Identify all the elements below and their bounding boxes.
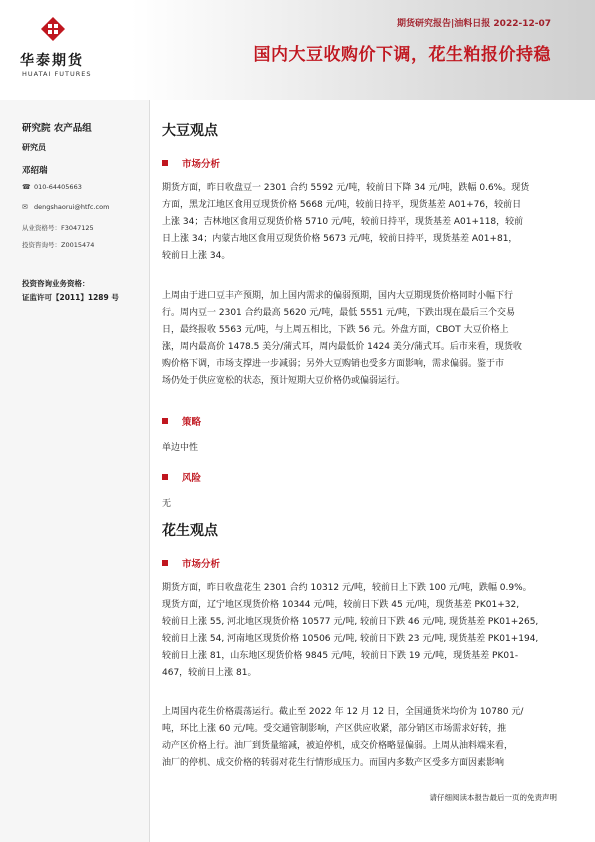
author-sidebar: [0, 100, 150, 842]
huatai-logo-icon: [40, 16, 66, 42]
certification-number: 从业资格号：F3047125: [22, 224, 94, 232]
logo-text-cn: 华泰期货: [20, 53, 84, 69]
phone-text: 010-64405663: [34, 183, 82, 191]
soy-market-paragraph-2: 上周由于进口豆丰产预期，加上国内需求的偏弱预期，国内大豆期现货价格同时小幅下行 行。周内豆一 2301 合约最高 5620 元/吨，最低 5551 元/吨，下跌出现在最后三个交易 日，最终报收 5563 元/吨，与上周五相比，下跌 56 元。外盘方面，CBOT 大豆价格上 涨，周内最高价 1478.5 美分/蒲式耳，周内最低价 1424 美分/蒲式耳。后市来看，现货收 购价格下调，市场支撑进一步减弱；另外大豆购销也受多方面影响，需求偏弱。鉴于市 场仍处于供应宽松的状态，预计短期大豆价格仍或偏弱运行。: [162, 291, 522, 386]
subhead-soy-risk: 风险: [162, 470, 201, 484]
soy-market-paragraph-1: 期货方面，昨日收盘豆一 2301 合约 5592 元/吨，较前日下降 34 元/吨，跌幅 0.6%。现货 方面，黑龙江地区食用豆现货价格 5668 元/吨，较前日持平，现货基差 A01+76，较前日 上涨 34；吉林地区食用豆现货价格 5710 元/吨，较前日持平，现货基差 A01+118，较前 日上涨 34；内蒙古地区食用豆现货价格 5673 元/吨，较前日持平，现货基差 A01+81， 较前日上涨 34。: [162, 183, 530, 261]
soy-risk-text: 无: [162, 499, 172, 509]
author-role: 研究员: [22, 143, 46, 152]
soy-strategy-text: 单边中性: [162, 443, 199, 453]
department: 研究院 农产品组: [22, 123, 92, 134]
license-number: 证监许可【2011】1289 号: [22, 293, 119, 302]
page-title: 国内大豆收购价下调，花生粕报价持稳: [253, 45, 551, 65]
bullet-square-icon: [162, 418, 168, 424]
author-name: 邓绍瑞: [22, 166, 48, 176]
email-text[interactable]: dengshaorui@htfc.com: [34, 203, 110, 211]
bullet-square-icon: [162, 560, 168, 566]
peanut-market-paragraph-1: 期货方面，昨日收盘花生 2301 合约 10312 元/吨，较前日上下跌 100 元/吨，跌幅 0.9%。 现货方面，辽宁地区现货价格 10344 元/吨，较前日下跌 45 元/吨，现货基差 PK01+32, 较前日上涨 55, 河北地区现货价格 10577 元/吨, 较前日下跌 46 元/吨, 现货基差 PK01+265, 较前日上涨 54, 河南地区现货价格 10506 元/吨, 较前日下跌 23 元/吨, 现货基差 PK01+194, 较前日上涨 81，山东地区现货价格 9845 元/吨，较前日下跌 19 元/吨，现货基差 PK01- 467，较前日上涨 81。: [162, 583, 539, 678]
disclaimer-note: 请仔细阅读本报告最后一页的免责声明: [429, 793, 557, 802]
author-email[interactable]: [22, 203, 109, 211]
page-header: [0, 0, 595, 100]
bullet-square-icon: [162, 474, 168, 480]
author-phone: [22, 183, 82, 191]
section-title-peanut: 花生观点: [162, 523, 218, 539]
phone-icon: ☎: [22, 183, 31, 191]
subhead-peanut-market: 市场分析: [162, 556, 220, 570]
qualification-label: 投资咨询业务资格：: [22, 279, 90, 288]
logo-text-en: HUATAI FUTURES: [22, 70, 92, 78]
bullet-square-icon: [162, 160, 168, 166]
peanut-market-paragraph-2: 上周国内花生价格震荡运行。截止至 2022 年 12 月 12 日，全国通货米均价为 10780 元/ 吨，环比上涨 60 元/吨。受交通管制影响，产区供应收紧，部分销区市场需求好转，推 动产区价格上行。油厂到货量缩减，被迫停机，成交价格略显偏弱。上周从油料端来看， 油厂的停机、成交价格的转弱对花生行情形成压力。而国内多数产区受多方面因素影响: [162, 707, 524, 768]
subhead-soy-strategy: 策略: [162, 414, 201, 428]
section-title-soy: 大豆观点: [162, 123, 218, 139]
investment-advisory-number: 投资咨询号：Z0015474: [22, 241, 95, 249]
report-tag: 期货研究报告|油料日报 2022-12-07: [397, 19, 551, 29]
mail-icon: ✉: [22, 203, 28, 211]
subhead-soy-market: 市场分析: [162, 156, 220, 170]
